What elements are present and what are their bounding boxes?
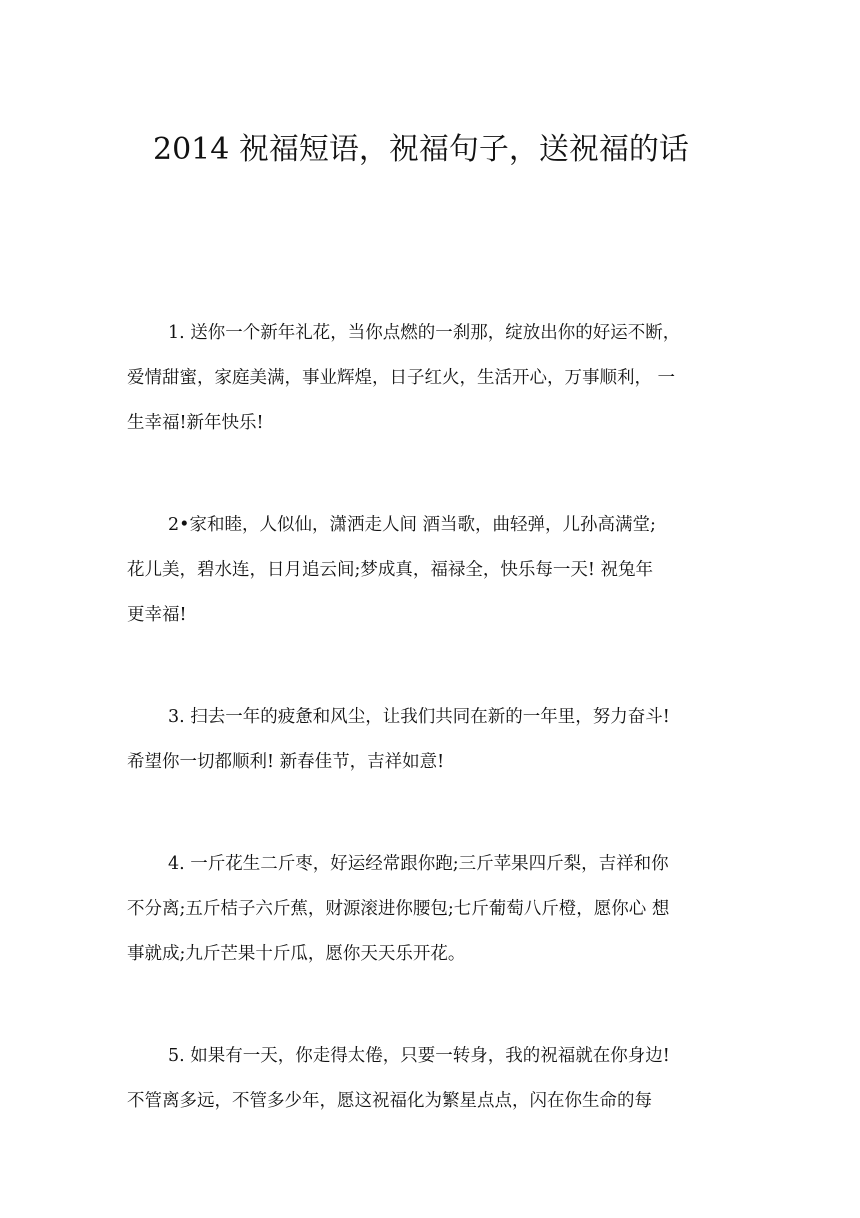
paragraph-line: 更幸福!: [127, 605, 187, 625]
paragraph-line: 5. 如果有一天，你走得太倦，只要一转身，我的祝福就在你身边!: [168, 1046, 670, 1066]
paragraph-line: 1. 送你一个新年礼花，当你点燃的一刹那，绽放出你的好运不断，: [168, 323, 681, 343]
paragraph-line: 不分离;五斤桔子六斤蕉，财源滚进你腰包;七斤葡萄八斤橙，愿你心 想: [127, 899, 670, 919]
paragraph-line: 4. 一斤花生二斤枣，好运经常跟你跑;三斤苹果四斤梨，吉祥和你: [168, 854, 669, 874]
paragraph-line: 3. 扫去一年的疲惫和风尘，让我们共同在新的一年里，努力奋斗!: [168, 707, 670, 727]
paragraph-1: [127, 311, 739, 446]
paragraph-line: 事就成;九斤芒果十斤瓜，愿你天天乐开花。: [127, 944, 466, 964]
paragraph-line: 2•家和睦，人似仙，潇洒走人间 酒当歌，曲轻弹，儿孙高满堂;: [168, 515, 656, 535]
paragraph-5: [127, 1034, 739, 1124]
paragraph-line: 花儿美，碧水连，日月追云间;梦成真，福禄全，快乐每一天! 祝兔年: [127, 560, 653, 580]
paragraph-3: [127, 695, 739, 785]
document-body: [127, 311, 739, 1181]
document-title: 2014 祝福短语，祝福句子，送祝福的话: [153, 132, 689, 167]
paragraph-4: [127, 842, 739, 977]
paragraph-line: 爱情甜蜜，家庭美满，事业辉煌，日子红火，生活开心，万事顺利， 一: [127, 368, 676, 388]
paragraph-line: 生幸福!新年快乐!: [127, 413, 264, 433]
paragraph-line: 不管离多远，不管多少年，愿这祝福化为繁星点点，闪在你生命的每: [127, 1091, 652, 1111]
paragraph-line: 希望你一切都顺利! 新春佳节，吉祥如意!: [127, 752, 445, 772]
paragraph-2: [127, 503, 739, 638]
